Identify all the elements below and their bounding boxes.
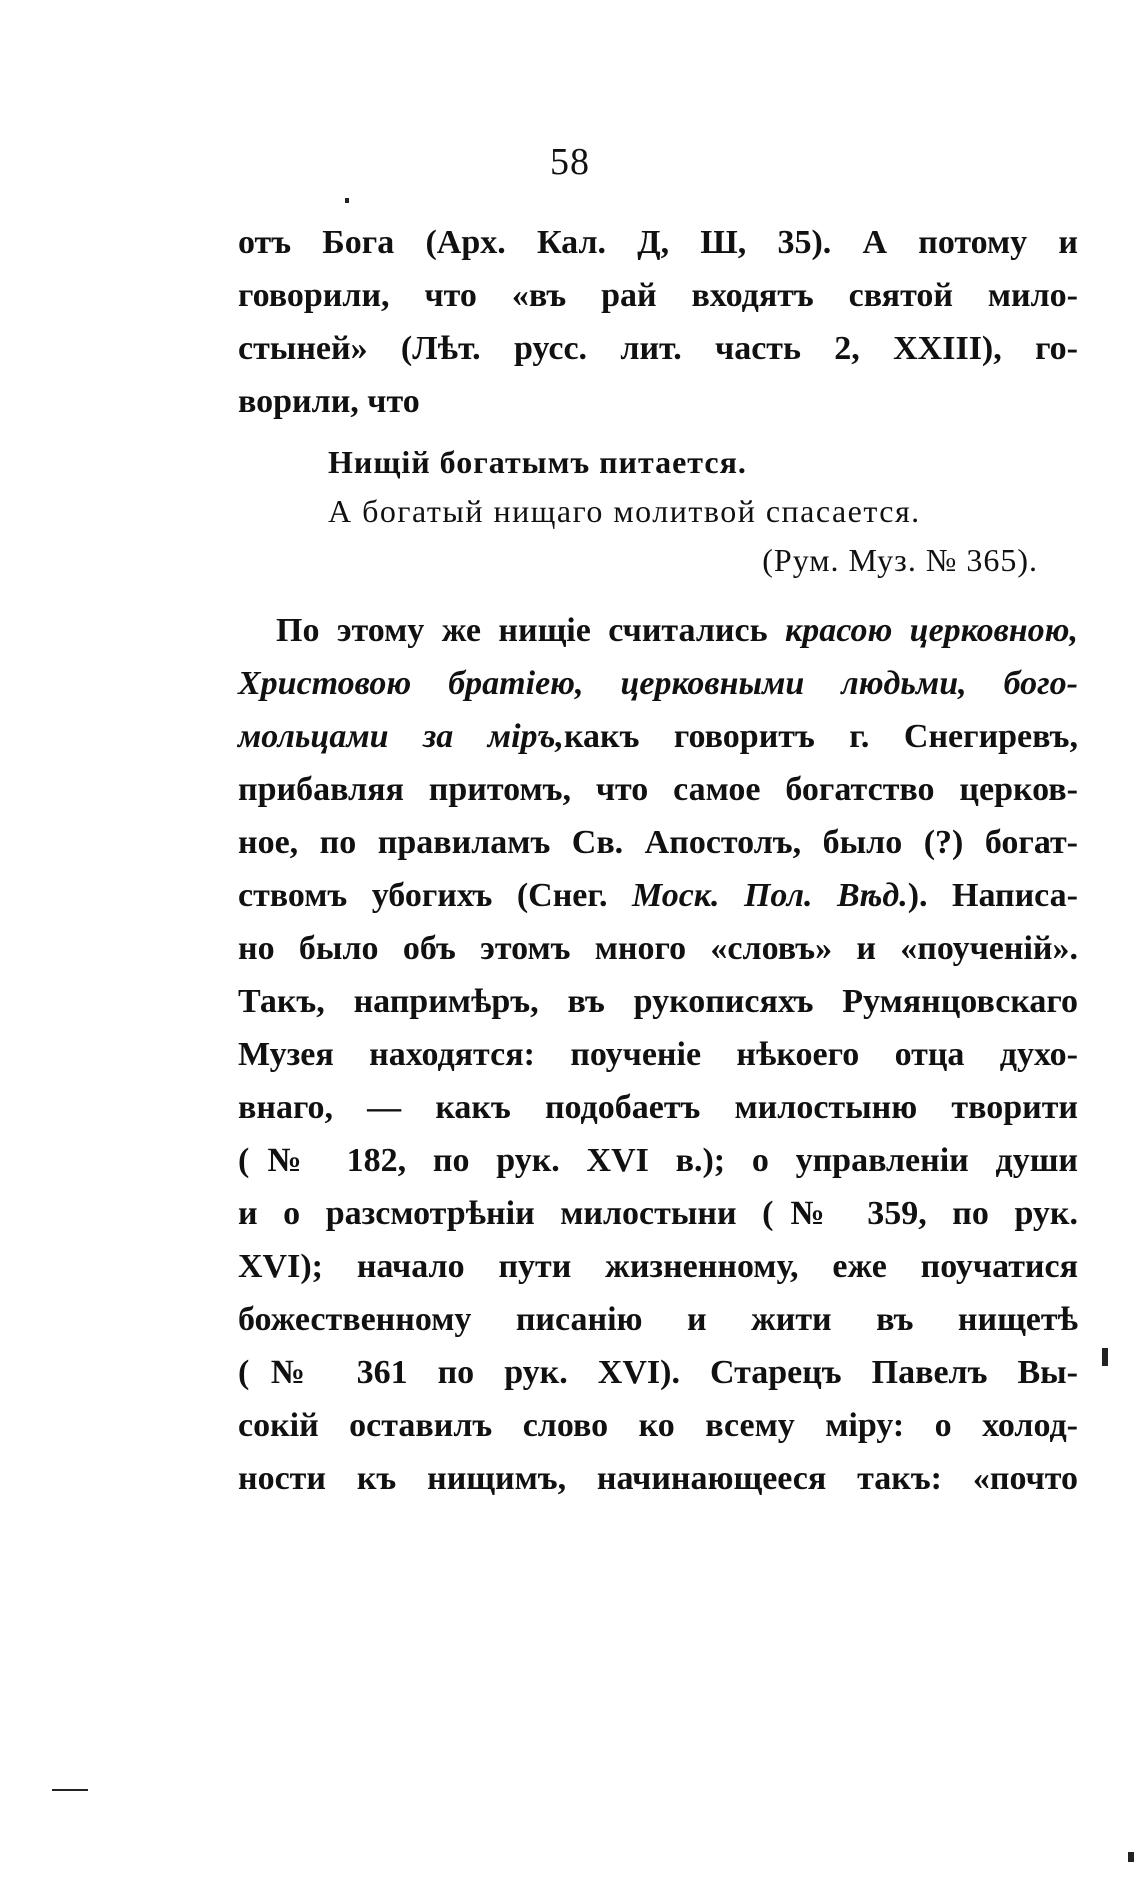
verse-quote — [328, 438, 1038, 585]
verse-line: Нищій богатымъ питается. — [328, 444, 747, 480]
emphasis-run: мольцами за міръ, — [238, 718, 564, 755]
text-line: Такъ, напримѣръ, въ рукописяхъ Румянцовскаго — [238, 983, 1078, 1020]
text-line: прибавляя притомъ, что самое богатство церков- — [238, 771, 1078, 808]
text-line — [238, 869, 1078, 922]
text-line: но было объ этомъ много «словъ» и «поученій». — [238, 930, 1078, 967]
text-line: говорили, что «въ рай входятъ святой мило- — [238, 277, 1078, 314]
verse-source: (Рум. Муз. № 365). — [762, 542, 1038, 578]
paragraph-2 — [238, 604, 1078, 1505]
scan-mark — [345, 198, 349, 203]
text-line: Музея находятся: поученіе нѣкоего отца духо- — [238, 1036, 1078, 1073]
text-line: ности къ нищимъ, начинающееся такъ: «почто — [238, 1460, 1078, 1497]
emphasis-run: Моск. Пол. Вѣд. — [631, 877, 908, 914]
text-line: ворили, что — [238, 383, 420, 420]
page-number: 58 — [550, 141, 590, 183]
text-line: внаго, — какъ подобаетъ милостыню творити — [238, 1089, 1078, 1126]
text-line: сокій оставилъ слово ко всему міру: о холод- — [238, 1407, 1078, 1444]
text-line: XVI); начало пути жизненному, еже поучатися — [238, 1248, 1078, 1285]
text-run: ). Написа- — [907, 877, 1079, 914]
text-line — [238, 657, 1078, 710]
text-run: ствомъ убогихъ (Снег. — [238, 877, 632, 914]
text-line: отъ Бога (Арх. Кал. Д, Ш, 35). А потому и — [238, 224, 1078, 261]
text-line: (№ 361 по рук. XVI). Старецъ Павелъ Вы- — [238, 1354, 1078, 1391]
text-line: божественному писанію и жити въ нищетѣ — [238, 1301, 1078, 1338]
scan-mark — [1128, 1852, 1134, 1862]
text-line — [238, 604, 1078, 657]
emphasis-run: Христовою братіею, церковными людьми, бого- — [238, 665, 1078, 702]
text-line — [238, 710, 1078, 763]
emphasis-run: красою церковною, — [784, 612, 1078, 649]
paragraph-1 — [238, 216, 1078, 428]
text-run: По этому же нищіе считались — [276, 612, 785, 649]
text-line: (№ 182, по рук. XVI в.); о управленіи души — [238, 1142, 1078, 1179]
text-line: и о разсмотрѣніи милостыни (№ 359, по рук. — [238, 1195, 1078, 1232]
scan-mark — [52, 1789, 88, 1791]
text-line: стыней» (Лѣт. русс. лит. часть 2, XXIII), го- — [238, 330, 1078, 367]
text-run: какъ говоритъ г. Снегиревъ, — [563, 718, 1078, 755]
verse-line: А богатый нищаго молитвой спасается. — [328, 493, 921, 529]
scan-mark — [1102, 1348, 1108, 1366]
text-line: ное, по правиламъ Св. Апостолъ, было (?) богат- — [238, 824, 1078, 861]
